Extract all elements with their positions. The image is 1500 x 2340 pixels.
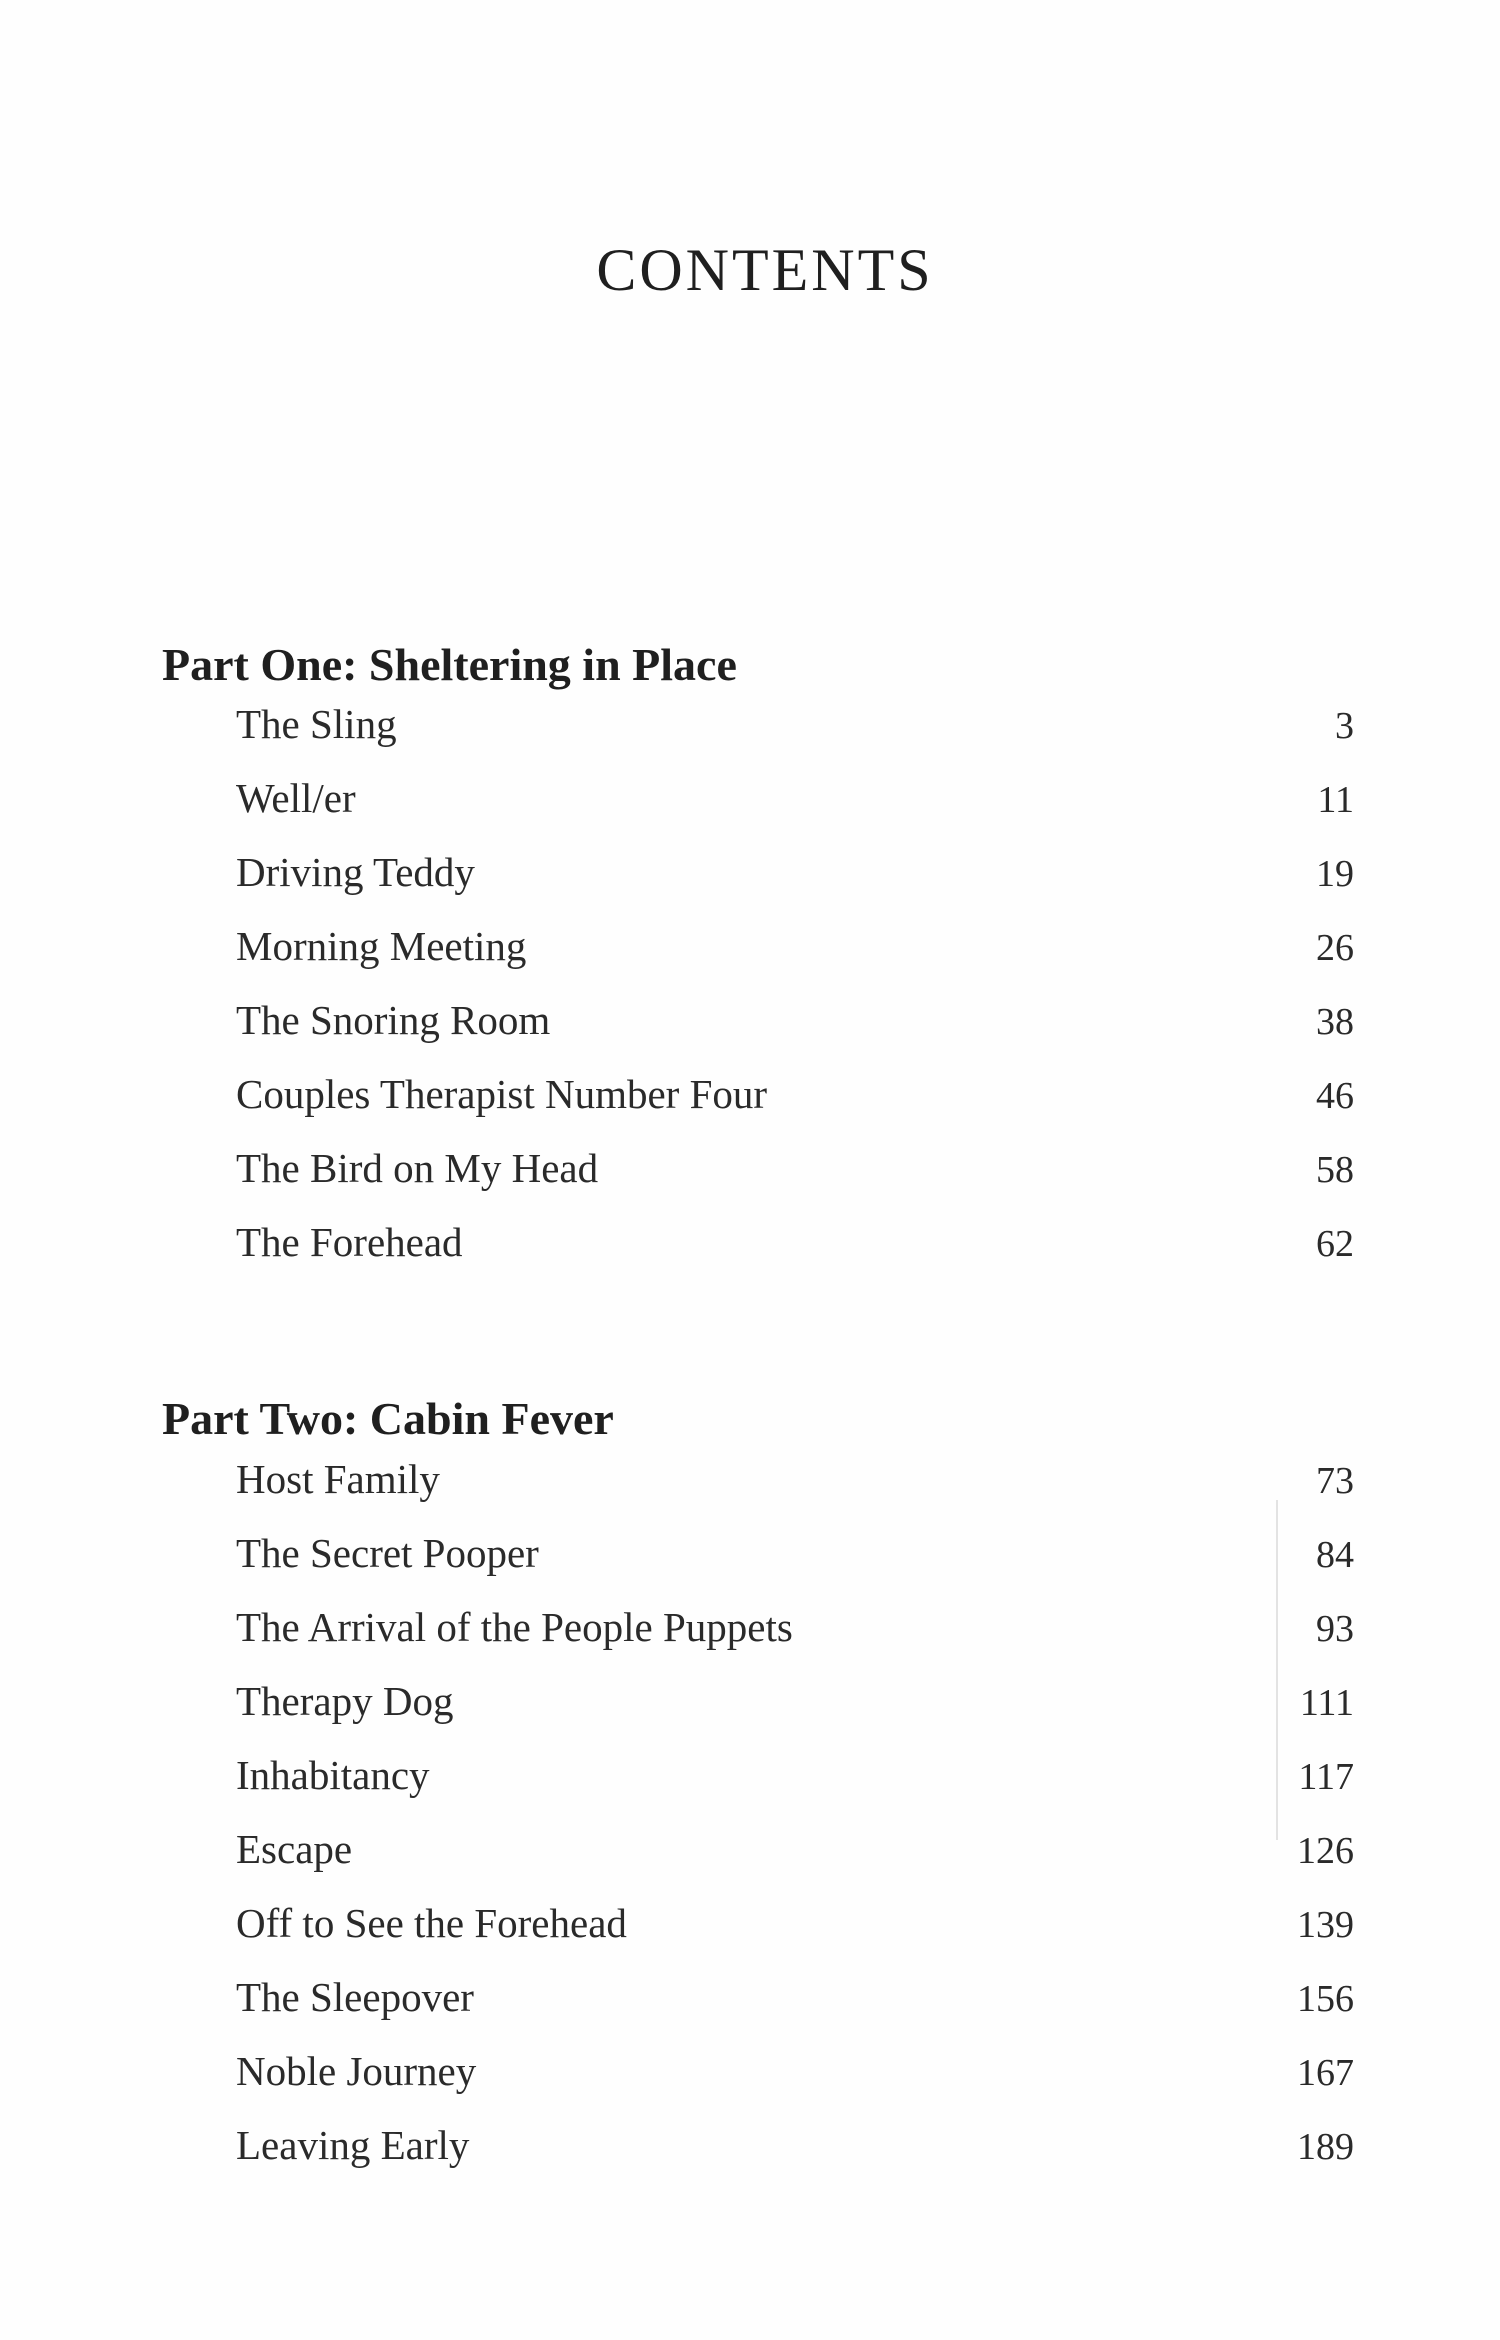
chapter-page-number: 117: [1298, 1756, 1354, 1798]
chapter-page-number: 58: [1316, 1149, 1354, 1191]
toc-entry[interactable]: [236, 996, 1354, 1070]
chapter-title: The Secret Pooper: [236, 1530, 539, 1576]
toc-entry[interactable]: [236, 1973, 1354, 2047]
toc-entry[interactable]: [236, 1070, 1354, 1144]
toc-entry[interactable]: [236, 848, 1354, 922]
chapter-title: The Bird on My Head: [236, 1145, 599, 1191]
page-title: CONTENTS: [596, 237, 934, 304]
chapter-title: Couples Therapist Number Four: [236, 1071, 768, 1117]
chapter-page-number: 62: [1316, 1223, 1354, 1265]
chapter-page-number: 46: [1316, 1075, 1354, 1117]
chapter-page-number: 84: [1316, 1534, 1354, 1576]
chapter-title: Leaving Early: [236, 2122, 470, 2168]
part-heading: Part One: Sheltering in Place: [162, 639, 737, 691]
chapter-page-number: 38: [1316, 1001, 1354, 1043]
chapter-title: Driving Teddy: [236, 849, 475, 895]
chapter-title: Off to See the Forehead: [236, 1900, 627, 1946]
toc-entry[interactable]: [236, 1677, 1354, 1751]
chapter-page-number: 139: [1297, 1904, 1354, 1946]
chapter-title: Escape: [236, 1826, 353, 1872]
toc-entry[interactable]: [236, 1218, 1354, 1292]
toc-entry[interactable]: [236, 1899, 1354, 1973]
chapter-page-number: 156: [1297, 1978, 1354, 2020]
toc-entry[interactable]: [236, 2121, 1354, 2195]
toc-list-part-two: [236, 1455, 1354, 2195]
chapter-page-number: 126: [1297, 1830, 1354, 1872]
toc-entry[interactable]: [236, 1825, 1354, 1899]
chapter-page-number: 19: [1316, 853, 1354, 895]
toc-list-part-one: [236, 700, 1354, 1292]
chapter-title: Morning Meeting: [236, 923, 527, 969]
chapter-title: Noble Journey: [236, 2048, 477, 2094]
chapter-page-number: 3: [1335, 705, 1354, 747]
chapter-page-number: 73: [1316, 1460, 1354, 1502]
chapter-page-number: 26: [1316, 927, 1354, 969]
chapter-title: The Snoring Room: [236, 997, 551, 1043]
chapter-page-number: 189: [1297, 2126, 1354, 2168]
chapter-title: The Forehead: [236, 1219, 463, 1265]
toc-entry[interactable]: [236, 922, 1354, 996]
chapter-page-number: 93: [1316, 1608, 1354, 1650]
chapter-title: The Arrival of the People Puppets: [236, 1604, 793, 1650]
chapter-page-number: 111: [1299, 1682, 1354, 1724]
toc-entry[interactable]: [236, 1144, 1354, 1218]
chapter-title: Well/er: [236, 775, 356, 821]
chapter-title: Host Family: [236, 1456, 440, 1502]
toc-entry[interactable]: [236, 1603, 1354, 1677]
toc-entry[interactable]: [236, 1751, 1354, 1825]
chapter-page-number: 167: [1297, 2052, 1354, 2094]
toc-entry[interactable]: [236, 774, 1354, 848]
chapter-title: Inhabitancy: [236, 1752, 430, 1798]
chapter-title: Therapy Dog: [236, 1678, 454, 1724]
chapter-page-number: 11: [1317, 779, 1354, 821]
toc-entry[interactable]: [236, 1455, 1354, 1529]
toc-entry[interactable]: [236, 2047, 1354, 2121]
toc-entry[interactable]: [236, 1529, 1354, 1603]
part-heading: Part Two: Cabin Fever: [162, 1393, 614, 1445]
toc-entry[interactable]: [236, 700, 1354, 774]
chapter-title: The Sling: [236, 701, 397, 747]
chapter-title: The Sleepover: [236, 1974, 474, 2020]
